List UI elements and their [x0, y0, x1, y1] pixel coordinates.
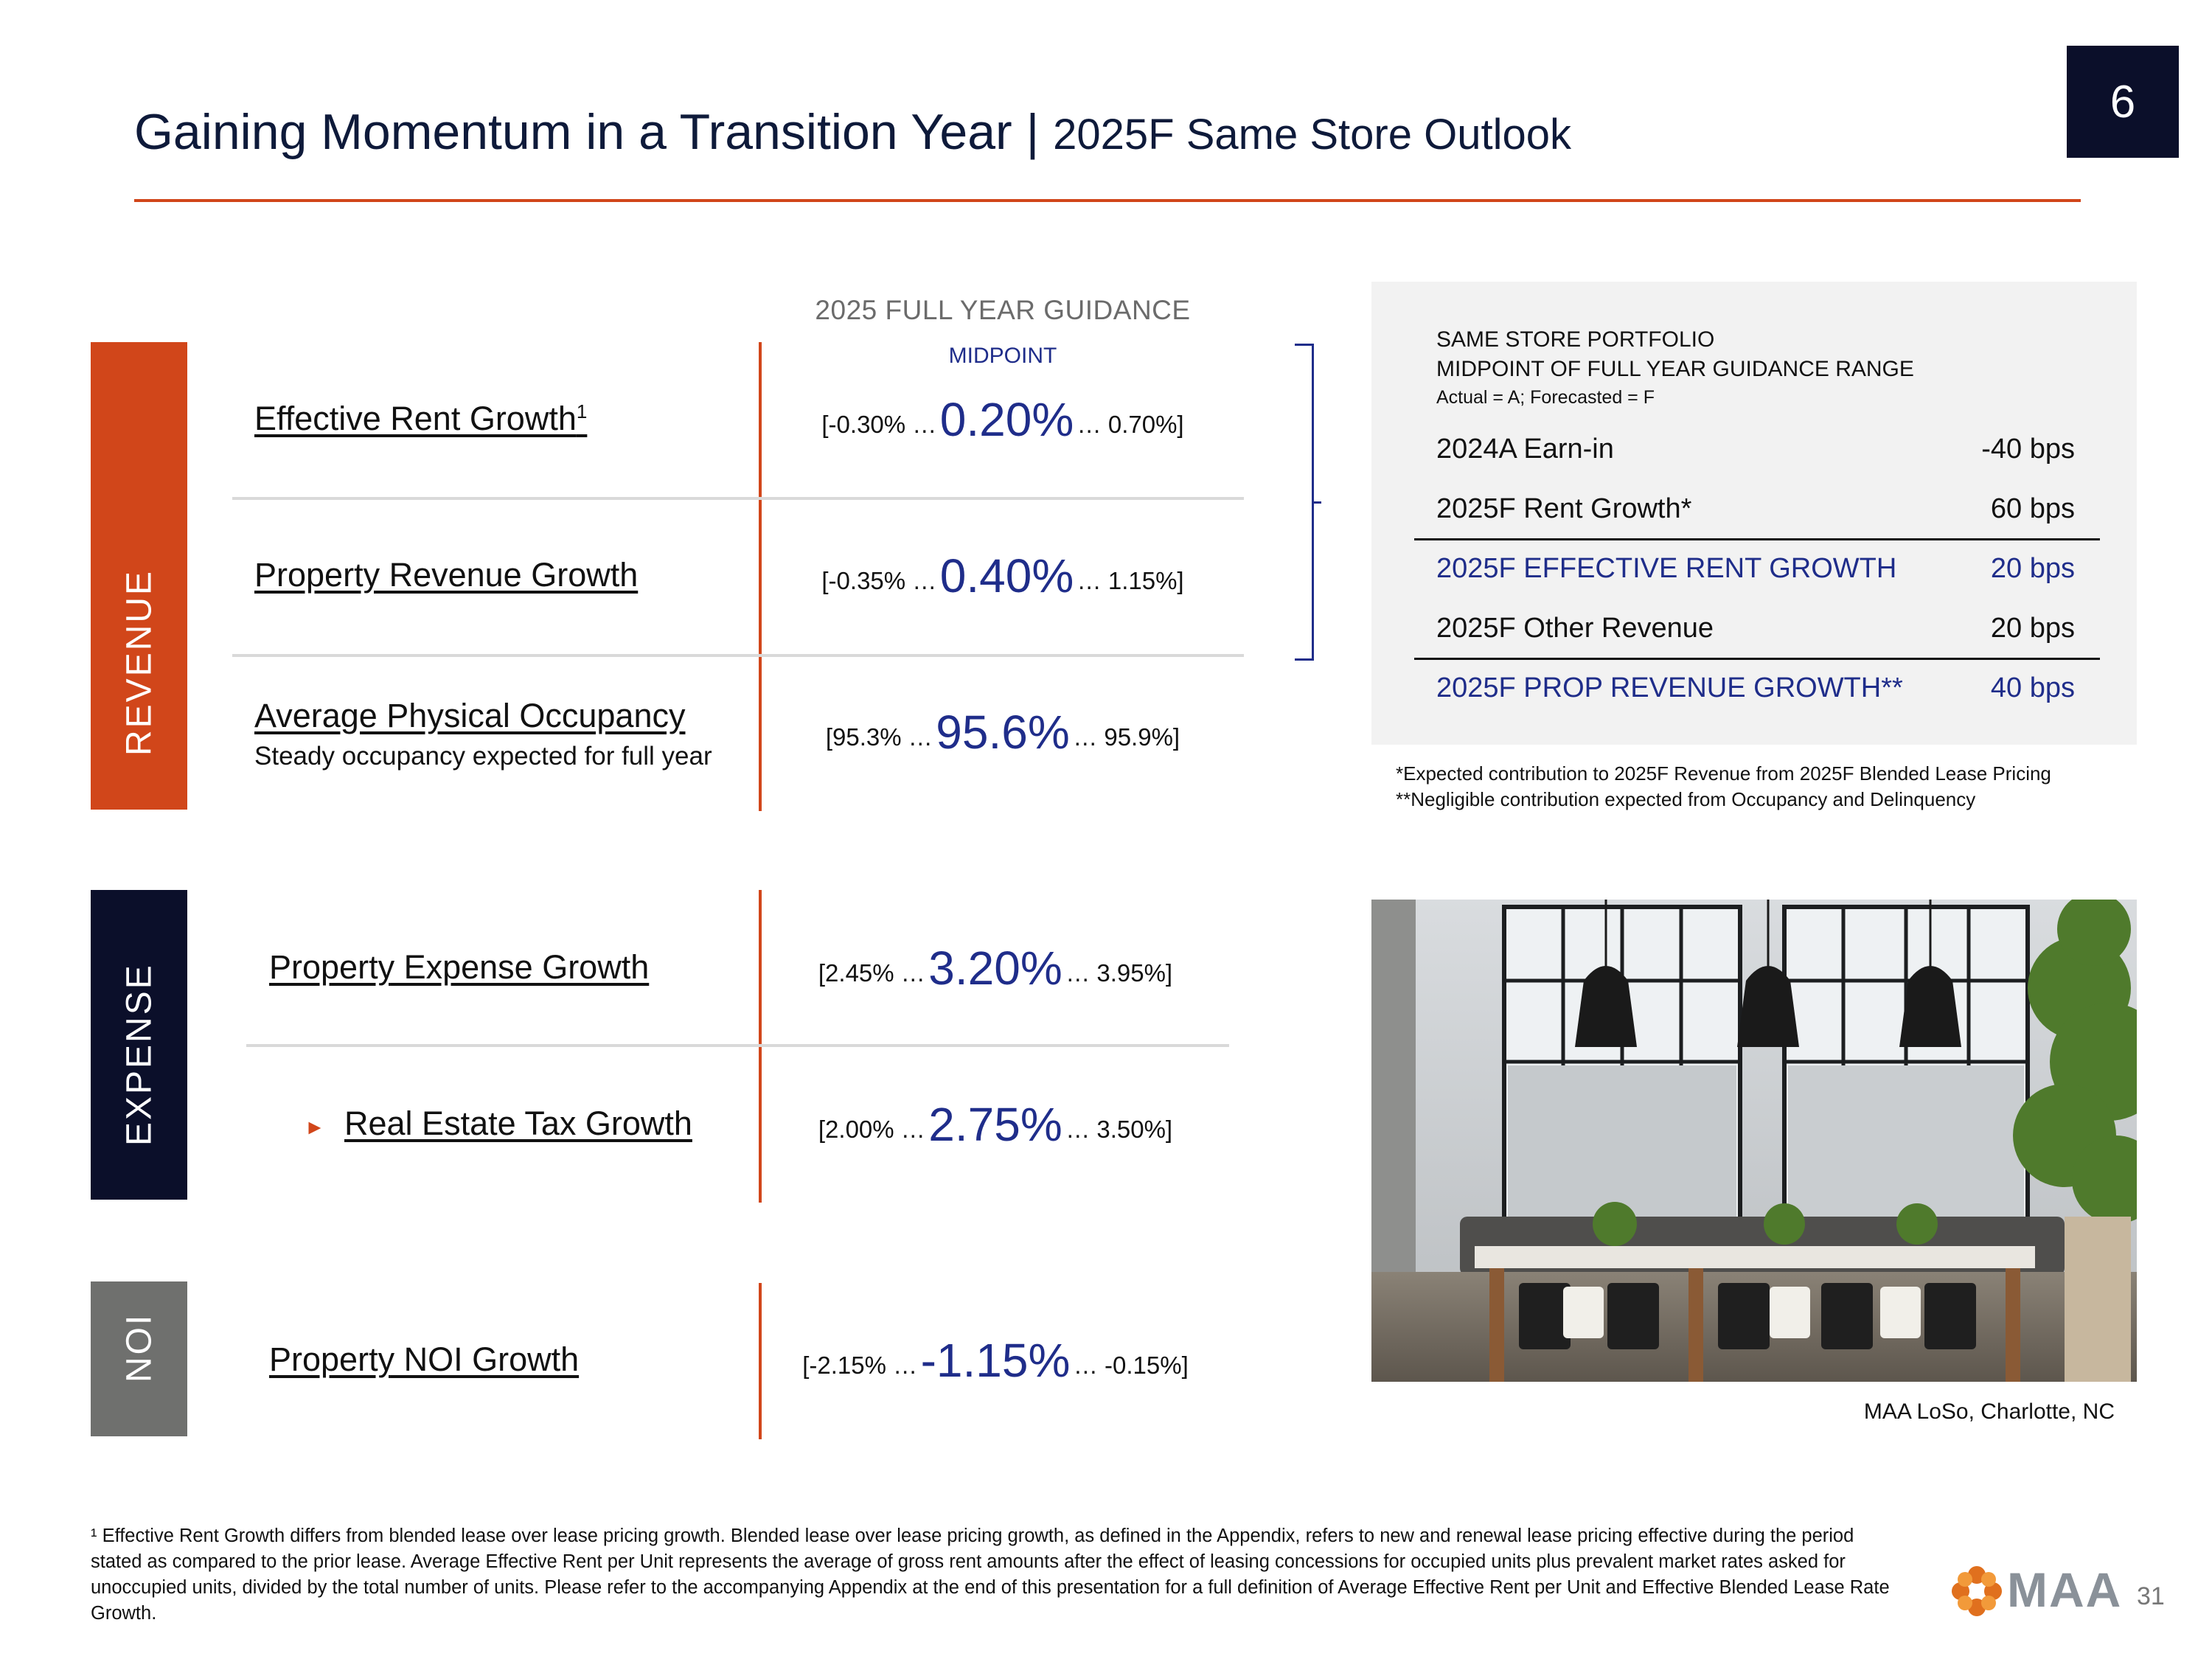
panel-row-other-revenue	[1436, 613, 2075, 644]
row-divider	[232, 654, 1244, 657]
panel-row-label: 2025F Other Revenue	[1436, 613, 1714, 644]
panel-subheading: MIDPOINT OF FULL YEAR GUIDANCE RANGE	[1436, 357, 1914, 381]
panel-note-prop-revenue: **Negligible contribution expected from Occupancy and Delinquency	[1396, 788, 1976, 810]
category-expense-label: EXPENSE	[119, 963, 159, 1146]
footnote-marker: 1	[576, 400, 588, 422]
panel-row-value: 40 bps	[1990, 672, 2075, 703]
metric-real-estate-tax-growth[interactable]	[344, 1105, 692, 1143]
metric-property-expense-growth[interactable]	[269, 948, 649, 987]
category-revenue-label: REVENUE	[119, 568, 159, 756]
panel-row-label: 2025F PROP REVENUE GROWTH**	[1436, 672, 1903, 703]
value-property-revenue-growth	[774, 549, 1231, 603]
panel-heading: SAME STORE PORTFOLIO	[1436, 327, 1715, 352]
section-number-badge: 6	[2067, 46, 2179, 158]
metric-label: Property Revenue Growth	[254, 556, 639, 594]
value-effective-rent-growth	[774, 392, 1231, 447]
panel-note-rent-growth: *Expected contribution to 2025F Revenue from 2025F Blended Lease Pricing	[1396, 762, 2051, 785]
panel-total-rule	[1414, 658, 2100, 660]
range-low: [-0.30% …	[821, 411, 937, 438]
metric-label: Real Estate Tax Growth	[344, 1105, 692, 1142]
range-high: … -0.15%]	[1073, 1352, 1189, 1379]
midpoint-heading: MIDPOINT	[948, 344, 1057, 368]
midpoint-value: 95.6%	[936, 706, 1070, 759]
metric-label: Average Physical Occupancy	[254, 697, 686, 734]
panel-row-effective-rent-growth	[1436, 553, 2075, 585]
guidance-heading: 2025 FULL YEAR GUIDANCE	[815, 295, 1191, 325]
maa-logo-text: MAA	[2007, 1562, 2123, 1617]
midpoint-value: 3.20%	[928, 942, 1062, 995]
range-low: [-2.15% …	[802, 1352, 918, 1379]
header-rule	[134, 199, 2081, 202]
revenue-bracket	[1295, 344, 1314, 661]
range-high: … 95.9%]	[1073, 723, 1180, 751]
photo-caption: MAA LoSo, Charlotte, NC	[1863, 1399, 2115, 1424]
panel-row-value: 20 bps	[1990, 613, 2075, 644]
category-revenue	[91, 342, 187, 810]
value-property-noi-growth	[767, 1333, 1224, 1388]
title-divider: |	[1026, 104, 1040, 160]
row-divider	[232, 497, 1244, 500]
metric-label: Property Expense Growth	[269, 948, 650, 986]
interior-image	[1371, 900, 2137, 1382]
property-photo	[1371, 900, 2137, 1382]
metric-average-physical-occupancy[interactable]	[254, 697, 685, 735]
page-title	[134, 103, 1571, 161]
value-average-physical-occupancy	[774, 705, 1231, 759]
category-noi-label: NOI	[119, 1312, 159, 1382]
metric-effective-rent-growth[interactable]	[254, 400, 587, 438]
panel-row-prop-revenue-growth	[1436, 672, 2075, 704]
panel-row-value: -40 bps	[1981, 434, 2075, 465]
panel-row-label: 2025F Rent Growth*	[1436, 493, 1692, 524]
category-expense	[91, 890, 187, 1200]
panel-row-label: 2024A Earn-in	[1436, 434, 1614, 465]
occupancy-note: Steady occupancy expected for full year	[254, 742, 712, 771]
revenue-column-divider	[759, 342, 762, 811]
midpoint-value: 0.40%	[939, 549, 1074, 602]
row-divider	[246, 1044, 1229, 1047]
midpoint-value: -1.15%	[920, 1334, 1071, 1387]
title-main: Gaining Momentum in a Transition Year	[134, 104, 1012, 160]
range-high: … 1.15%]	[1077, 567, 1184, 594]
panel-total-rule	[1414, 538, 2100, 540]
panel-row-earn-in	[1436, 434, 2075, 465]
footnote: ¹ Effective Rent Growth differs from blended lease over lease pricing growth. Blended lease over lease pricing growth, as defined in the Appendix, refers to new and renewal lease pricing effective during the period stated as compared to the prior lease. Average Effective Rent per Unit represents the average of gross rent amounts after the effect of leasing concessions for occupied units plus prevalent market rates asked for unoccupied units, divided by the total number of units. Please refer to the accompanying Appendix at the end of this presentation for a full definition of Average Effective Rent per Unit and Effective Blended Lease Rate Growth.	[91, 1526, 1890, 1624]
page-number: 31	[2137, 1582, 2165, 1610]
value-property-expense-growth	[767, 941, 1224, 995]
metric-label: Property NOI Growth	[269, 1340, 580, 1378]
metric-property-noi-growth[interactable]	[269, 1340, 579, 1379]
midpoint-value: 2.75%	[928, 1098, 1062, 1151]
range-low: [2.00% …	[818, 1116, 925, 1143]
range-high: … 3.50%]	[1065, 1116, 1173, 1143]
range-high: … 0.70%]	[1077, 411, 1184, 438]
category-noi	[91, 1281, 187, 1436]
noi-column-divider	[759, 1283, 762, 1439]
range-low: [95.3% …	[825, 723, 933, 751]
metric-label: Effective Rent Growth	[254, 400, 577, 437]
maa-logo-icon	[1950, 1565, 2003, 1621]
midpoint-value: 0.20%	[939, 393, 1074, 446]
bracket-tick	[1314, 501, 1321, 504]
range-low: [-0.35% …	[821, 567, 937, 594]
range-low: [2.45% …	[818, 959, 925, 987]
panel-row-label: 2025F EFFECTIVE RENT GROWTH	[1436, 553, 1897, 584]
value-real-estate-tax-growth	[767, 1097, 1224, 1152]
triangle-bullet-icon: ►	[305, 1116, 325, 1138]
range-high: … 3.95%]	[1065, 959, 1173, 987]
panel-legend: Actual = A; Forecasted = F	[1436, 387, 1655, 408]
metric-property-revenue-growth[interactable]	[254, 556, 638, 594]
panel-row-value: 60 bps	[1990, 493, 2075, 524]
title-subtitle: 2025F Same Store Outlook	[1053, 111, 1571, 159]
panel-row-rent-growth	[1436, 493, 2075, 525]
panel-row-value: 20 bps	[1990, 553, 2075, 584]
